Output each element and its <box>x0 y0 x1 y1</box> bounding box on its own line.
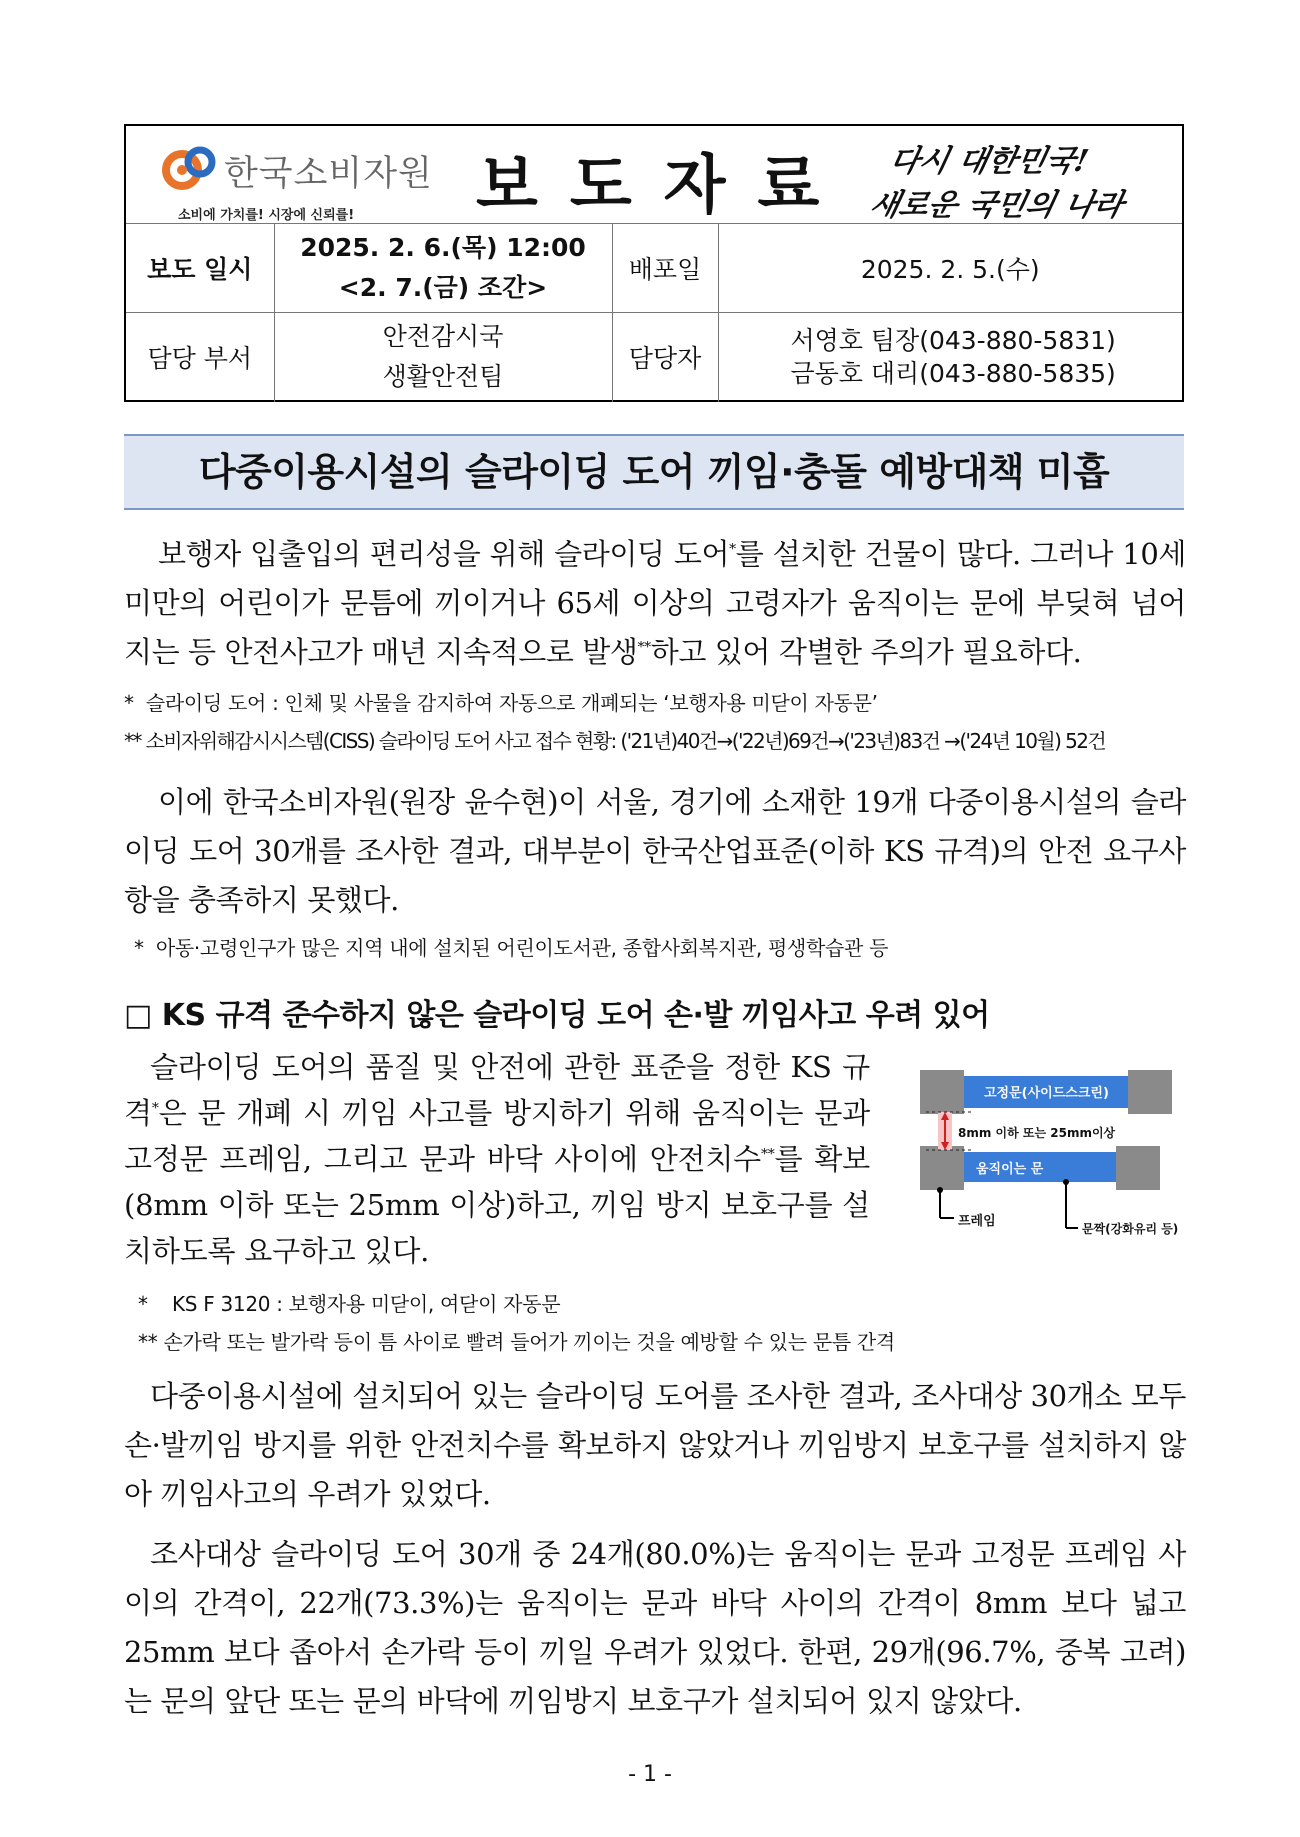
release-date-label: 보도 일시 <box>126 224 274 312</box>
footnote-3-text: 아동·고령인구가 많은 지역 내에 설치된 어린이도서관, 종합사회복지관, 평생학습관 등 <box>155 936 889 960</box>
contact-person-2: 금동호 대리(043-880-5835) <box>790 359 1116 389</box>
footnote-mark: ** <box>637 639 651 656</box>
paragraph-1-part-b: 를 설치한 건물이 많다. 그러나 10세 미만의 어린이가 문틈에 끼이거나 65세 이상의 고령자가 움직이는 문에 부딪혀 넘어지는 등 안전사고가 매년 지속적으로 발생 <box>124 537 1186 669</box>
footnote-2 <box>124 727 1186 755</box>
footnote-4 <box>124 1290 1186 1318</box>
footnote-mark: ** <box>760 1146 775 1163</box>
release-edition: <2. 7.(금) 조간> <box>338 272 548 302</box>
release-date: 2025. 2. 6.(목) 12:00 <box>300 232 586 262</box>
footnote-5-text: 손가락 또는 발가락 등이 틈 사이로 빨려 들어가 끼이는 것을 예방할 수 있는 문틈 간격 <box>163 1330 895 1354</box>
footnote-mark: ** <box>124 729 141 753</box>
footnote-mark: * <box>729 541 736 558</box>
footnote-1 <box>124 689 1186 717</box>
footnote-mark: ** <box>138 1330 158 1354</box>
footnote-mark: * <box>134 936 144 960</box>
motto-line-1: 다시 대한민국! <box>886 144 1092 179</box>
page-number: - 1 - <box>628 1762 672 1787</box>
department-bureau: 안전감시국 <box>382 322 504 352</box>
sliding-door-gap-diagram <box>918 1070 1179 1270</box>
distribution-date-label: 배포일 <box>612 224 718 312</box>
body-paragraph-1 <box>124 530 1186 677</box>
headline: 다중이용시설의 슬라이딩 도어 끼임·충돌 예방대책 미흡 <box>124 434 1184 510</box>
paragraph-3-part-c: 를 확보(8mm 이하 또는 25mm 이상)하고, 끼임 방지 보호구를 설치하도록 요구하고 있다. <box>124 1142 870 1268</box>
release-info-table <box>126 224 1182 402</box>
motto-line-2: 새로운 국민의 나라 <box>866 188 1127 223</box>
fixed-door-label: 고정문(사이드스크린) <box>984 1086 1109 1101</box>
contact-person-1: 서영호 팀장(043-880-5831) <box>790 326 1116 356</box>
door-panel-label: 문짝(강화유리 등) <box>1082 1222 1179 1236</box>
footnote-1-text: 슬라이딩 도어 : 인체 및 사물을 감지하여 자동으로 개폐되는 ‘보행자용 미닫이 자동문’ <box>145 691 878 715</box>
department-label: 담당 부서 <box>126 312 274 402</box>
paragraph-3-part-a: 슬라이딩 도어의 품질 및 안전에 관한 표준을 정한 KS 규격 <box>124 1050 870 1130</box>
body-paragraph-2: 이에 한국소비자원(원장 윤수현)이 서울, 경기에 소재한 19개 다중이용시설의 슬라이딩 도어 30개를 조사한 결과, 대부분이 한국산업표준(이하 KS 규격)의 안전 요구사항을 충족하지 못했다. <box>124 785 1186 917</box>
gap-label: 8mm 이하 또는 25mm이상 <box>958 1126 1116 1140</box>
frame-label: 프레임 <box>958 1214 996 1229</box>
kca-logo <box>160 136 433 223</box>
org-name: 한국소비자원 <box>224 154 433 194</box>
footnote-2-text: 소비자위해감시시스템(CISS) 슬라이딩 도어 사고 접수 현황: ('21년)40건→('22년)69건→('23년)83건 →('24년 10월) 52건 <box>145 729 1106 753</box>
header-title-row <box>126 126 1182 224</box>
body-paragraph-4: 다중이용시설에 설치되어 있는 슬라이딩 도어를 조사한 결과, 조사대상 30개소 모두 손·발끼임 방지를 위한 안전치수를 확보하지 않았거나 끼임방지 보호구를 설치하지 않아 끼임사고의 우려가 있었다. <box>124 1379 1186 1511</box>
paragraph-1-part-c: 하고 있어 각별한 주의가 필요하다. <box>650 635 1082 669</box>
body-paragraph-3 <box>124 1044 870 1274</box>
footnote-mark: * <box>151 1100 159 1117</box>
document-type-title: 보도자료 <box>476 149 852 223</box>
section-heading: □ KS 규격 준수하지 않은 슬라이딩 도어 손·발 끼임사고 우려 있어 <box>124 998 990 1033</box>
distribution-date: 2025. 2. 5.(수) <box>718 224 1182 312</box>
motto-calligraphy <box>866 136 1161 223</box>
footnote-4-text: KS F 3120 : 보행자용 미닫이, 여닫이 자동문 <box>171 1292 561 1316</box>
paragraph-1-part-a: 보행자 입출입의 편리성을 위해 슬라이딩 도어 <box>158 537 730 571</box>
org-slogan: 소비에 가치를! 시장에 신뢰를! <box>178 208 355 223</box>
department-team: 생활안전팀 <box>382 362 504 392</box>
kca-logo-icon <box>160 140 220 200</box>
footnote-3 <box>124 934 1186 962</box>
contact-label: 담당자 <box>612 312 718 402</box>
body-paragraph-5: 조사대상 슬라이딩 도어 30개 중 24개(80.0%)는 움직이는 문과 고정문 프레임 사이의 간격이, 22개(73.3%)는 움직이는 문과 바닥 사이의 간격이 8mm 보다 넓고 25mm 보다 좁아서 손가락 등이 끼일 우려가 있었다. 한편, 29개(96.7%, 중복 고려)는 문의 앞단 또는 문의 바닥에 끼임방지 보호구가 설치되어 있지 않았다. <box>124 1537 1186 1718</box>
contact-cell <box>718 312 1182 402</box>
footnote-mark: * <box>124 691 134 715</box>
footnote-5 <box>124 1328 1186 1356</box>
department-cell <box>274 312 612 402</box>
moving-door-label: 움직이는 문 <box>976 1162 1044 1177</box>
press-release-header <box>124 124 1184 402</box>
footnote-mark: * <box>138 1292 148 1316</box>
paragraph-3-part-b: 은 문 개폐 시 끼임 사고를 방지하기 위해 움직이는 문과 고정문 프레임, 그리고 문과 바닥 사이에 안전치수 <box>124 1096 870 1176</box>
release-date-cell <box>274 224 612 312</box>
